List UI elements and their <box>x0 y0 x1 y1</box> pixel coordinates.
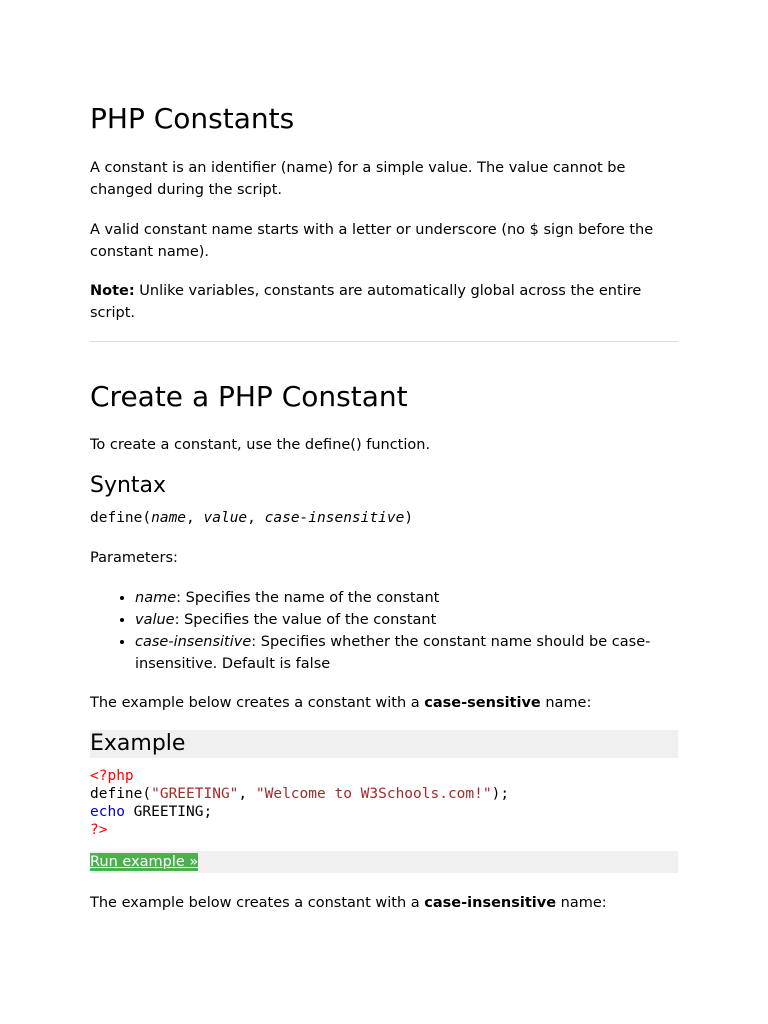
note-text: Unlike variables, constants are automatically global across the entire script. <box>90 283 642 321</box>
param-name: name <box>135 590 177 606</box>
syntax-fn-close: ) <box>404 510 414 526</box>
intro-paragraph: A constant is an identifier (name) for a simple value. The value cannot be changed during the script. <box>90 160 626 198</box>
example-heading: Example <box>90 731 186 756</box>
syntax-fn-open: define( <box>90 510 152 526</box>
param-description: : Specifies whether the constant name should be case-insensitive. Default is false <box>135 634 651 672</box>
param-description: : Specifies the value of the constant <box>174 612 437 628</box>
run-example-button[interactable]: Run example » <box>90 854 199 870</box>
syntax-arg-case-insensitive: case-insensitive <box>264 510 405 526</box>
list-item <box>135 631 678 675</box>
sentence-text: The example below creates a constant with a <box>90 695 425 711</box>
php-open-tag: <?php <box>90 768 134 784</box>
php-close-tag: ?> <box>90 822 108 838</box>
section-divider <box>90 341 678 342</box>
code-define-fn: define( <box>90 786 152 802</box>
parameters-list <box>90 587 678 675</box>
sentence-text: name: <box>556 895 607 911</box>
sentence-emphasis: case-insensitive <box>424 895 557 911</box>
syntax-separator: , <box>186 510 204 526</box>
code-string: "Welcome to W3Schools.com!" <box>255 786 492 802</box>
code-echo-keyword: echo <box>90 804 125 820</box>
sentence-text: The example below creates a constant with a <box>90 895 425 911</box>
code-define-end: ); <box>491 786 510 802</box>
parameters-label: Parameters: <box>90 550 178 566</box>
section-title-create-constant: Create a PHP Constant <box>90 380 408 413</box>
list-item <box>135 587 678 609</box>
code-block <box>90 767 678 839</box>
syntax-line <box>90 507 413 529</box>
code-line <box>90 803 678 821</box>
param-name: value <box>135 612 175 628</box>
sentence-text: name: <box>540 695 592 711</box>
param-name: case-insensitive <box>135 634 252 650</box>
param-description: : Specifies the name of the constant <box>176 590 440 606</box>
define-intro-paragraph: To create a constant, use the define() function. <box>90 437 431 453</box>
syntax-separator: , <box>247 510 265 526</box>
note-label: Note: <box>90 283 135 299</box>
page-title: PHP Constants <box>90 102 295 135</box>
list-item <box>135 609 678 631</box>
code-string: "GREETING" <box>151 786 239 802</box>
syntax-arg-name: name <box>151 510 187 526</box>
example-header <box>90 730 678 758</box>
note-paragraph <box>90 280 678 324</box>
sentence-emphasis: case-sensitive <box>424 695 541 711</box>
code-line <box>90 767 678 785</box>
naming-rule-paragraph: A valid constant name starts with a letter or underscore (no $ sign before the constant name). <box>90 222 654 260</box>
syntax-heading: Syntax <box>90 473 167 498</box>
code-echo-rest: GREETING; <box>124 804 213 820</box>
code-line <box>90 821 678 839</box>
syntax-arg-value: value <box>203 510 248 526</box>
case-sensitive-sentence <box>90 692 678 714</box>
case-insensitive-sentence <box>90 892 678 914</box>
code-separator: , <box>238 786 256 802</box>
code-line <box>90 785 678 803</box>
run-example-bar <box>90 851 678 873</box>
